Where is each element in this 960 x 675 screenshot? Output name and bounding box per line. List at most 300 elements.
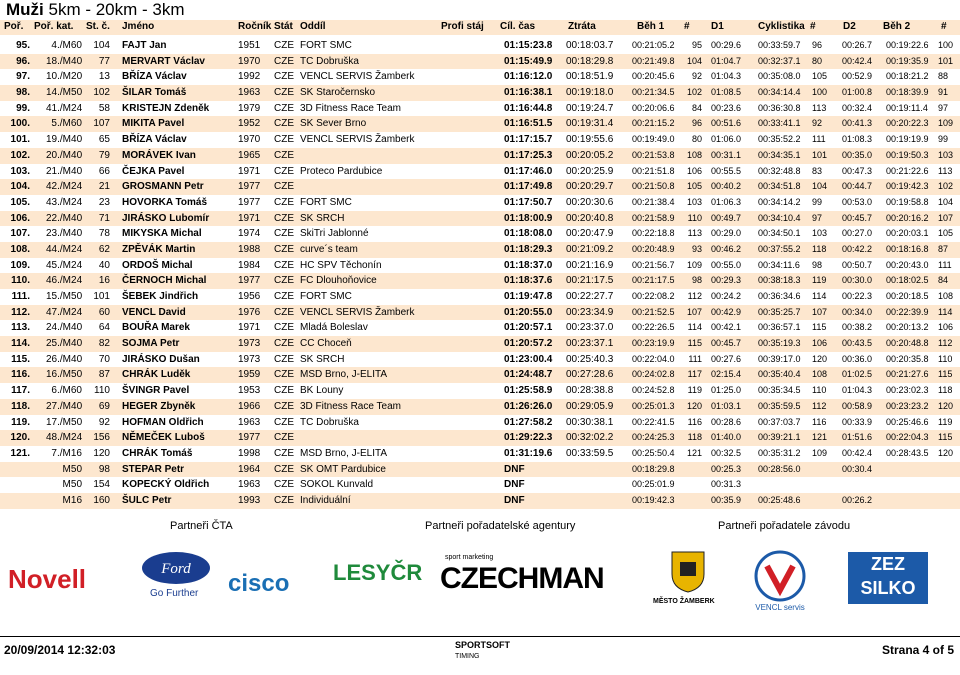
table-row [0,211,960,227]
table-cell: 01:15:49.9 [504,55,553,67]
table-cell: 40 [98,259,110,271]
table-cell: 00:30:38.1 [566,416,614,428]
table-cell: 00:32:02.2 [566,432,614,444]
table-cell: ČERNOCH Michal [122,275,207,287]
table-cell: MORÁVEK Ivan [122,149,196,161]
table-cell: 21./M40 [46,165,83,177]
table-row [0,38,960,54]
table-cell: 00:25:50.4 [632,447,675,458]
table-cell: 00:21:34.5 [632,87,675,98]
table-cell: 23./M40 [46,228,83,240]
table-cell: 114 [687,322,702,333]
table-cell: 110 [687,212,702,223]
table-cell: 120 [812,353,828,364]
table-cell: 98 [98,463,110,475]
table-cell: 00:21:50.8 [632,181,675,192]
table-cell: 00:20:43.0 [886,259,929,270]
table-cell: 00:20:48.9 [632,243,675,254]
table-cell: 110 [812,385,827,396]
table-cell: 115 [938,369,953,380]
table-cell: 103 [812,228,828,239]
table-cell: 00:28:43.5 [886,447,929,458]
table-row [0,148,960,164]
table-cell: 99. [16,102,30,114]
table-cell: 01:18:08.0 [504,228,553,240]
table-cell: CHRÁK Tomáš [122,447,193,459]
table-cell: 01:18:29.3 [504,243,553,255]
vencl-logo [745,548,815,612]
table-cell: BK Louny [300,385,344,397]
table-cell: 01:31:19.6 [504,447,553,459]
table-cell: 00:32:37.1 [758,55,801,66]
table-cell: 01:17:46.0 [504,165,553,177]
table-cell: 01:04.7 [711,55,742,66]
table-cell: 83 [812,165,823,176]
table-cell: 00:21:51.8 [632,165,675,176]
table-cell: CZE [274,322,294,334]
table-cell: CZE [274,40,294,51]
table-cell: 00:34:35.1 [758,149,801,160]
table-cell: 00:18:16.8 [886,243,929,254]
table-cell: 107 [93,118,110,130]
table-row [0,477,960,493]
table-cell: 00:33:41.1 [758,118,801,129]
table-cell: 00:35:08.0 [758,71,801,82]
table-cell: 1977 [238,275,261,287]
table-row [0,116,960,132]
table-cell: 00:33:59.5 [566,447,614,459]
table-cell: CZE [274,416,294,428]
table-cell: 00:42.1 [711,322,742,333]
table-cell: 99 [812,196,823,207]
table-cell: CZE [274,102,294,114]
table-cell: 112 [812,400,827,411]
table-cell: 00:24:25.3 [632,432,675,443]
table-row [0,430,960,446]
table-cell: SOJMA Petr [122,338,180,350]
table-cell: ŠILAR Tomáš [122,87,187,99]
table-cell: 23 [98,196,110,208]
table-cell: 00:19:24.7 [566,102,614,114]
table-cell: 1977 [238,196,261,208]
column-header: Běh 1 [637,21,665,32]
table-cell: 00:26.2 [842,494,873,505]
table-cell: 105. [10,196,30,208]
table-cell: 00:35.9 [711,494,742,505]
table-cell: 66 [98,165,110,177]
table-cell: 117 [687,369,702,380]
table-cell: 110. [11,275,30,287]
print-datetime: 20/09/2014 12:32:03 [4,643,116,657]
table-row [0,383,960,399]
table-cell: 118 [687,432,702,443]
table-cell: 70 [98,353,110,365]
lesy-logo: LESYČR [333,560,423,585]
zamberk-label: MĚSTO ŽAMBERK [653,598,715,605]
table-row [0,336,960,352]
table-cell: 1988 [238,243,261,255]
table-cell: 00:27.6 [711,353,742,364]
table-row [0,54,960,70]
table-cell: 3D Fitness Race Team [300,400,401,412]
table-cell: 18./M40 [46,55,83,67]
table-cell: 1956 [238,291,261,302]
table-cell: 106. [10,212,30,224]
table-cell: ORDOŠ Michal [122,259,193,271]
table-cell: TC Dobruška [300,55,359,67]
table-cell: 00:35:31.2 [758,447,801,458]
table-cell: 160 [93,494,110,506]
table-cell: 00:20:16.2 [886,212,929,223]
table-cell: 114 [812,291,827,301]
table-cell: 1993 [238,494,261,506]
table-cell: 01:24:48.7 [504,369,553,381]
table-cell: 01:27:58.2 [504,416,553,428]
table-cell: 00:34:14.2 [758,196,801,207]
table-cell: 1979 [238,102,261,114]
table-cell: 60 [98,306,110,318]
table-cell: 108 [686,149,702,160]
table-cell: 45./M24 [46,259,83,271]
table-cell: CZE [274,212,294,224]
table-cell: 109 [812,447,828,458]
table-cell: 107. [10,228,30,240]
table-cell: 103 [938,149,954,160]
table-cell: 104 [938,196,954,207]
column-header: St. č. [86,21,110,32]
table-cell: 1951 [238,40,261,51]
table-cell: 104 [93,40,110,51]
table-cell: 115 [687,338,702,349]
table-cell: 00:19:55.6 [566,134,614,146]
table-cell: BOUŘA Marek [122,322,190,334]
table-cell: 00:21:56.7 [632,259,675,270]
table-cell: CZE [274,196,294,208]
table-cell: 112. [11,306,30,318]
table-cell: 4./M60 [51,40,82,51]
table-cell: KRISTEJN Zdeněk [122,102,210,114]
table-cell: 95 [691,40,702,50]
table-row [0,132,960,148]
table-cell: 104 [686,55,702,66]
table-cell: CZE [274,87,294,99]
column-header: D1 [711,21,724,32]
table-cell: 102. [10,149,30,161]
table-cell: 00:35:19.3 [758,338,801,349]
table-cell: 00:51.6 [711,118,742,129]
table-cell: 1971 [238,322,261,334]
column-header: Cyklistika [758,21,805,32]
table-cell: CZE [274,165,294,177]
table-cell: 118 [812,243,827,254]
table-cell: 00:19:50.3 [886,149,929,160]
silko-logo: ZEZ SILKO [848,552,928,604]
table-cell: 00:19:42.3 [632,494,675,505]
table-cell: 84 [691,102,702,113]
table-cell: 00:25:46.6 [886,416,929,427]
table-cell: CZE [274,149,294,161]
table-cell: curve´s team [300,243,358,255]
table-cell: 01:16:44.8 [504,102,553,114]
column-header: # [810,21,816,32]
table-cell: CZE [274,181,294,193]
table-cell: 120 [938,400,954,411]
table-cell: 01:04.3 [842,385,873,396]
table-cell: Individuální [300,494,351,506]
table-cell: VENCL SERVIS Žamberk [300,71,415,83]
table-cell: 00:32.5 [711,447,742,458]
table-cell: 00:43.5 [842,338,873,349]
table-cell: 48./M24 [46,432,83,444]
table-cell: CZE [274,243,294,255]
table-cell: 103. [10,165,30,177]
table-cell: 01:06.0 [711,134,742,145]
novell-logo: Novell [8,564,87,594]
table-cell: FAJT Jan [122,40,167,51]
table-cell: M50 [62,463,82,475]
table-cell: 71 [98,212,110,224]
table-cell: 108 [938,291,954,301]
table-cell: 119. [11,416,30,428]
table-cell: GROSMANN Petr [122,181,204,193]
table-cell: 00:36.0 [842,353,873,364]
table-cell: FORT SMC [300,291,352,302]
table-cell: FORT SMC [300,196,352,208]
table-cell: 80 [812,55,823,66]
column-header: Cíl. čas [500,21,536,32]
table-cell: 1974 [238,228,261,240]
table-cell: 00:30.0 [842,275,873,286]
table-cell: 01:20:57.1 [504,322,553,334]
table-cell: FC Dlouhoňovice [300,275,377,287]
table-cell: 00:19:35.9 [886,55,929,66]
table-cell: 00:20:13.2 [886,322,929,333]
page-footer [0,636,960,675]
table-cell: 00:55.0 [711,259,742,270]
table-cell: 00:38:18.3 [758,275,801,286]
table-cell: 121. [10,447,30,459]
table-cell: 00:34:11.6 [758,259,800,270]
table-cell: 78 [98,228,110,240]
column-header: Ročník [238,21,272,32]
table-cell: 112 [938,338,953,349]
table-cell: 00:49.7 [711,212,742,223]
table-cell: 1965 [238,149,261,161]
table-cell: 00:39:21.1 [758,432,801,443]
table-cell: ŠVINGR Pavel [122,385,190,397]
table-cell: 00:21:17.5 [632,275,675,286]
table-cell: 00:20:47.9 [566,228,614,240]
table-cell: CZE [274,432,294,444]
table-cell: 00:19:49.0 [632,134,675,145]
table-cell: 00:20:30.6 [566,196,614,208]
table-cell: 121 [686,447,702,458]
table-cell: 113 [812,102,827,113]
table-cell: 115 [812,322,827,333]
partners-section [0,520,960,620]
table-cell: 00:29:05.9 [566,400,614,412]
table-cell: 01:40.0 [711,432,742,443]
table-cell: 00:21:58.9 [632,212,675,223]
table-row [0,462,960,478]
table-cell: 102 [938,181,954,192]
table-cell: 1977 [238,181,261,193]
table-cell: 00:42.4 [842,447,873,458]
table-row [0,367,960,383]
table-cell: 113. [11,322,30,334]
table-cell: 00:40.2 [711,181,742,192]
page-title: Muži 5km - 20km - 3km [6,0,185,19]
table-row [0,195,960,211]
table-cell: 01:51.6 [842,432,873,443]
table-row [0,446,960,462]
table-cell: 109. [10,259,30,271]
table-row [0,242,960,258]
table-cell: 00:25:48.6 [758,494,801,505]
table-cell: 00:25.3 [711,463,742,474]
table-cell: 01:16:12.0 [504,71,553,83]
table-cell: 00:23:37.0 [566,322,614,334]
table-cell: 00:45.7 [842,212,873,223]
table-cell: SOKOL Kunvald [300,479,374,491]
table-cell: 98. [16,87,30,99]
svg-text:Ford: Ford [161,561,191,577]
table-cell: 01:17:15.7 [504,134,553,146]
table-cell: 00:21:52.5 [632,306,675,317]
table-row [0,226,960,242]
table-cell: NĚMEČEK Luboš [122,432,205,444]
table-cell: M50 [62,479,82,491]
column-header: Běh 2 [883,21,911,32]
table-cell: 00:22:41.5 [632,416,675,427]
table-cell: 00:36:30.8 [758,102,801,113]
table-cell: 00:18:39.9 [886,87,929,98]
table-cell: 101 [93,291,110,302]
table-cell: 00:24.2 [711,291,742,301]
table-cell: 01:29:22.3 [504,432,553,444]
table-cell: 65 [98,134,110,146]
table-cell: 1964 [238,463,261,475]
table-cell: 01:16:51.5 [504,118,553,130]
table-cell: 105 [938,228,954,239]
cisco-logo: cisco [228,570,290,597]
table-cell: 01:00.8 [842,87,873,98]
table-cell: 00:23:37.1 [566,338,614,350]
table-cell: 119 [687,385,702,396]
table-cell: 00:21:53.8 [632,149,675,160]
ford-tagline: Go Further [150,588,199,599]
table-cell: 00:35:52.2 [758,134,801,145]
table-cell: 1973 [238,353,261,365]
table-cell: CZE [274,479,294,491]
table-row [0,399,960,415]
table-cell: 00:22:08.2 [632,291,675,301]
table-cell: 00:33.9 [842,416,873,427]
table-cell: CZE [274,494,294,506]
table-cell: 20./M40 [46,149,83,161]
table-cell: 110 [938,353,953,364]
table-cell: 101 [812,149,828,160]
table-cell: Proteco Pardubice [300,165,383,177]
table-cell: CC Choceň [300,338,352,350]
partners-agency-title: Partneři pořadatelské agentury [425,520,576,532]
table-cell: 00:47.3 [842,165,873,176]
table-cell: CZE [274,228,294,240]
table-cell: 101 [938,55,954,66]
table-cell: 01:17:50.7 [504,196,553,208]
table-cell: 119 [812,275,827,286]
table-cell: CZE [274,447,294,459]
table-cell: 84 [938,275,949,286]
table-cell: 92 [812,118,823,129]
table-cell: 120 [686,400,702,411]
partners-race-title: Partneři pořadatele závodu [718,520,851,532]
table-cell: 91 [938,87,949,98]
table-cell: 00:18:21.2 [886,71,929,82]
table-cell: 00:35:34.5 [758,385,801,396]
table-cell: MERVART Václav [122,55,205,67]
table-cell: SkiTri Jablonné [300,228,369,240]
table-cell: 00:25:01.9 [632,479,675,490]
table-cell: JIRÁSKO Lubomír [122,212,210,224]
table-row [0,305,960,321]
table-cell: 111 [688,353,702,364]
table-cell: ZPĚVÁK Martin [122,243,196,255]
table-cell: 00:34:50.1 [758,228,801,239]
table-cell: 00:23:02.3 [886,385,929,396]
table-cell: 01:06.3 [711,196,742,207]
table-cell: 43./M24 [46,196,83,208]
table-cell: HEGER Zbyněk [122,400,196,412]
table-row [0,101,960,117]
table-cell: 00:20:22.3 [886,118,929,129]
table-cell: 97 [938,102,949,113]
table-cell: CZE [274,275,294,287]
table-cell: CZE [274,463,294,475]
table-cell: 00:37:55.2 [758,243,801,254]
table-cell: 1970 [238,55,261,67]
table-cell: 113 [938,165,953,176]
table-cell: 108. [10,243,30,255]
table-row [0,164,960,180]
table-cell: HOVORKA Tomáš [122,196,208,208]
table-cell: 79 [98,149,110,161]
table-cell: FORT SMC [300,40,352,51]
table-row [0,320,960,336]
table-cell: 24./M40 [46,322,83,334]
table-cell: 14./M50 [46,87,83,99]
table-cell: 01:20:57.2 [504,338,553,350]
table-cell: 00:20:48.8 [886,338,929,349]
table-cell: 00:22:04.0 [632,353,675,364]
table-cell: 102 [93,87,110,99]
table-cell: 00:52.9 [842,71,873,82]
zamberk-crest [668,550,708,594]
column-header: # [684,21,690,32]
table-cell: 93 [691,243,702,254]
table-cell: 01:17:49.8 [504,181,553,193]
table-cell: 00:20:03.1 [886,228,929,239]
table-cell: VENCL SERVIS Žamberk [300,306,415,318]
table-cell: 92 [691,71,702,82]
table-cell: CZE [274,369,294,381]
table-cell: M16 [62,494,82,506]
table-cell: 00:27.0 [842,228,873,239]
table-cell: 02:15.4 [711,369,742,380]
table-cell: SK Staročernsko [300,87,376,99]
table-cell: 3D Fitness Race Team [300,102,401,114]
table-cell: 115 [938,432,953,443]
